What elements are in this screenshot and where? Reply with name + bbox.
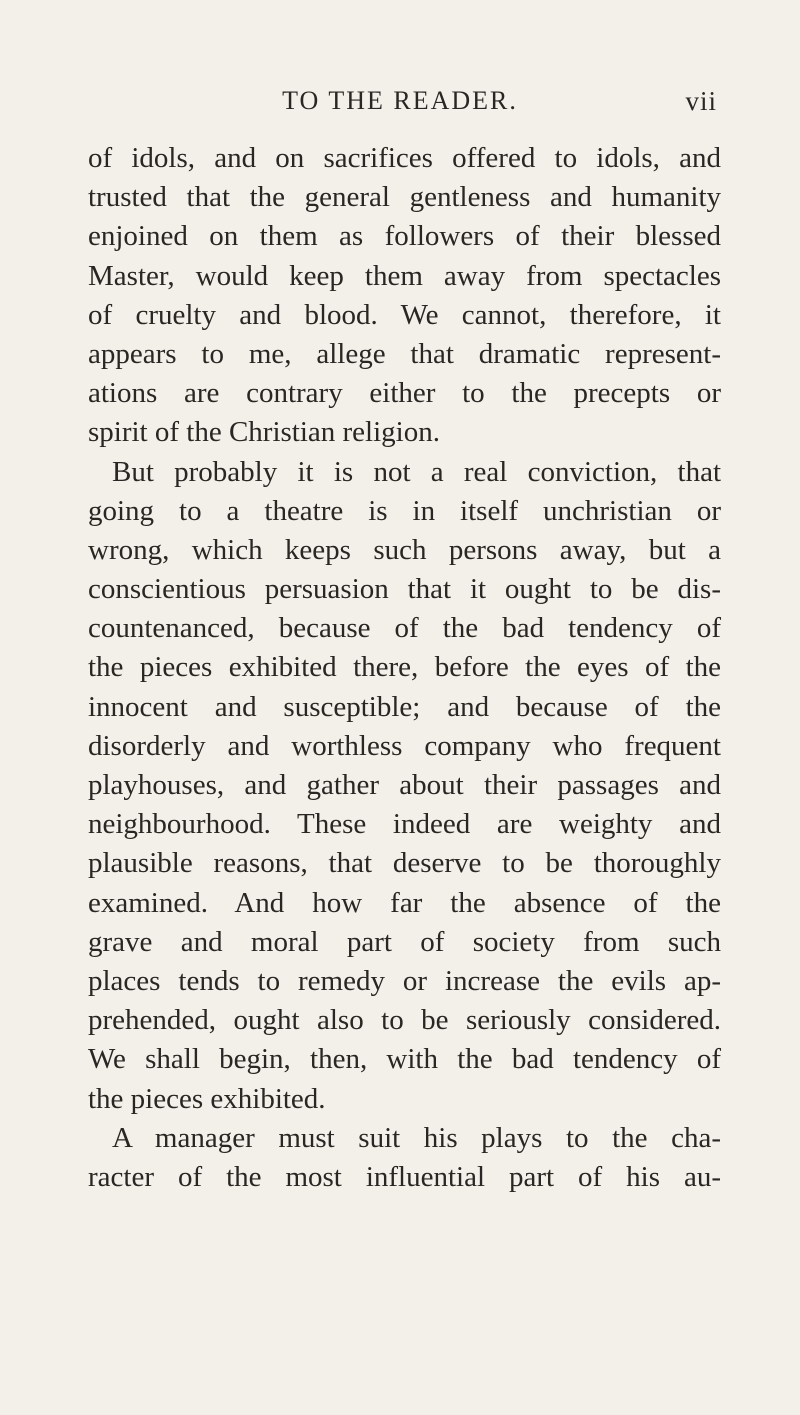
text-line: appears to me, allege that dramatic represent- bbox=[88, 337, 721, 370]
body-text bbox=[88, 139, 721, 1197]
text-line: disorderly and worthless company who frequent bbox=[88, 729, 721, 762]
text-line: neighbourhood. These indeed are weighty and bbox=[88, 808, 721, 841]
paragraph-start-line: But probably it is not a real conviction, that bbox=[112, 455, 721, 488]
text-line: wrong, which keeps such persons away, but a bbox=[88, 533, 721, 566]
text-line: of cruelty and blood. We cannot, therefore, it bbox=[88, 298, 721, 331]
text-line: prehended, ought also to be seriously considered. bbox=[88, 1004, 721, 1037]
text-line: ations are contrary either to the precepts or bbox=[88, 377, 721, 410]
text-line: spirit of the Christian religion. bbox=[88, 416, 440, 449]
text-line: examined. And how far the absence of the bbox=[88, 886, 721, 919]
text-line: enjoined on them as followers of their blessed bbox=[88, 220, 721, 253]
text-line: of idols, and on sacrifices offered to idols, and bbox=[88, 142, 721, 174]
text-line: innocent and susceptible; and because of the bbox=[88, 690, 721, 723]
text-line: conscientious persuasion that it ought to be dis- bbox=[88, 573, 721, 606]
text-line: We shall begin, then, with the bad tendency of bbox=[88, 1043, 721, 1076]
text-line: the pieces exhibited there, before the eyes of the bbox=[88, 651, 721, 684]
text-line: plausible reasons, that deserve to be thoroughly bbox=[88, 847, 721, 880]
paragraph-start-line: A manager must suit his plays to the cha- bbox=[112, 1121, 721, 1154]
text-line: playhouses, and gather about their passages and bbox=[88, 769, 721, 801]
text-line: going to a theatre is in itself unchristian or bbox=[88, 494, 721, 527]
text-line: racter of the most influential part of his au- bbox=[88, 1160, 721, 1193]
text-line: countenanced, because of the bad tendency of bbox=[88, 612, 721, 645]
text-line: trusted that the general gentleness and humanity bbox=[88, 181, 721, 214]
page-number: vii bbox=[685, 86, 717, 116]
text-line: Master, would keep them away from spectacles bbox=[88, 259, 721, 292]
text-line: grave and moral part of society from such bbox=[88, 925, 721, 958]
text-line: places tends to remedy or increase the evils ap- bbox=[88, 964, 721, 997]
text-line: the pieces exhibited. bbox=[88, 1082, 326, 1115]
running-head bbox=[0, 86, 800, 126]
running-head-title: TO THE READER. bbox=[282, 86, 518, 115]
